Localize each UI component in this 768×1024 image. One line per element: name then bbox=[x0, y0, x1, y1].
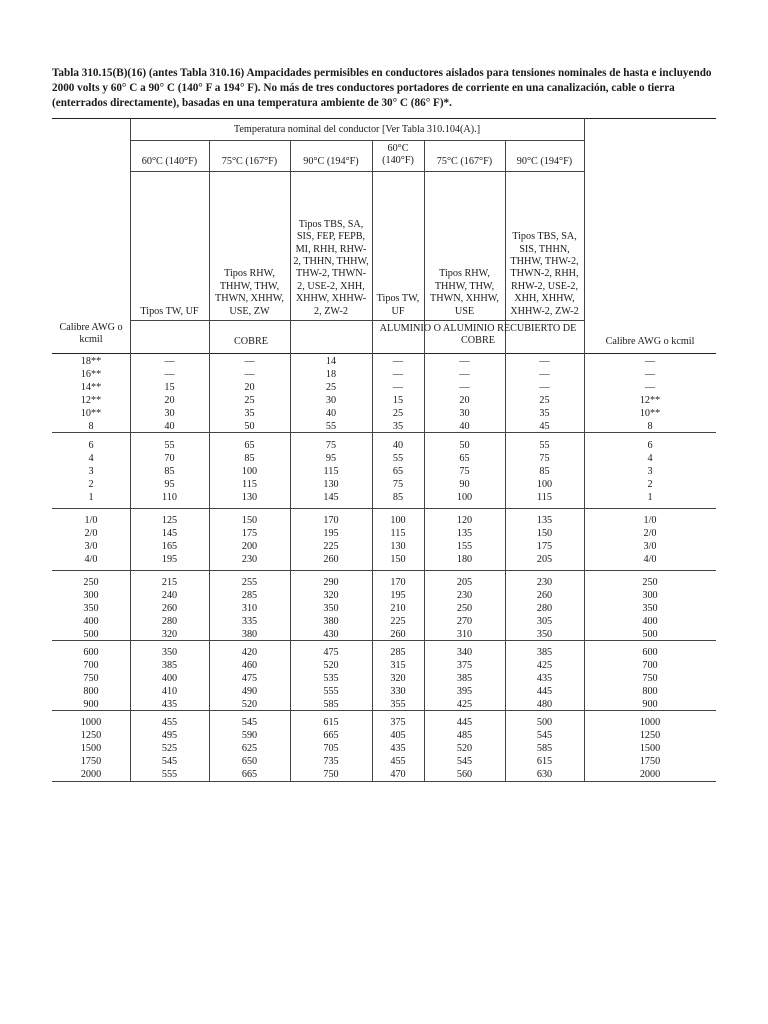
table-cell: 4 bbox=[647, 452, 653, 464]
table-cell: 300 bbox=[83, 589, 99, 601]
table-cell: 520 bbox=[323, 659, 339, 671]
table-cell: 255 bbox=[241, 577, 258, 588]
table-cell: 470 bbox=[390, 768, 406, 780]
table-cell: 15 bbox=[392, 394, 404, 406]
table-cell: 705 bbox=[323, 742, 339, 754]
table-cell: 405 bbox=[390, 729, 406, 741]
types-row-rule bbox=[130, 320, 584, 321]
table-cell: 3/0 bbox=[643, 540, 657, 552]
table-cell: 95 bbox=[325, 452, 337, 464]
table-cell: 435 bbox=[536, 672, 553, 684]
table-cell: 130 bbox=[390, 540, 406, 552]
table-cell: 55 bbox=[164, 440, 175, 451]
table-cell: 25 bbox=[392, 407, 404, 419]
table-cell: 215 bbox=[161, 577, 178, 588]
table-cell: 150 bbox=[241, 515, 258, 526]
table-cell: 30 bbox=[164, 407, 175, 419]
table-cell: 590 bbox=[241, 729, 258, 741]
table-cell: — bbox=[644, 356, 656, 367]
table-cell: 800 bbox=[642, 685, 658, 697]
table-cell: 115 bbox=[242, 478, 257, 490]
table-cell: 16** bbox=[80, 368, 102, 380]
table-cell: 3 bbox=[88, 465, 94, 477]
table-cell: 615 bbox=[323, 717, 339, 728]
table-cell: 280 bbox=[536, 602, 553, 614]
table-cell: 260 bbox=[161, 602, 178, 614]
table-cell: 6 bbox=[88, 440, 94, 451]
table-cell: 380 bbox=[323, 615, 339, 627]
table-cell: 270 bbox=[456, 615, 473, 627]
table-cell: — bbox=[644, 368, 656, 380]
table-cell: 285 bbox=[390, 647, 406, 658]
table-cell: 350 bbox=[642, 602, 658, 614]
table-cell: 455 bbox=[390, 755, 406, 767]
table-cell: 650 bbox=[241, 755, 258, 767]
table-cell: 1 bbox=[88, 491, 94, 503]
table-cell: 2000 bbox=[639, 768, 661, 780]
table-cell: 75 bbox=[325, 440, 337, 451]
table-cell: 180 bbox=[456, 553, 473, 565]
table-cell: 700 bbox=[642, 659, 658, 671]
temp-title: Temperatura nominal del conductor [Ver Tabla 310.104(A).] bbox=[233, 124, 481, 135]
table-cell: 30 bbox=[325, 394, 337, 406]
table-cell: 430 bbox=[323, 628, 339, 640]
table-cell: 350 bbox=[536, 628, 553, 640]
table-cell: 115 bbox=[390, 527, 406, 539]
table-cell: 65 bbox=[459, 452, 470, 464]
table-cell: 665 bbox=[241, 768, 258, 780]
table-cell: 35 bbox=[244, 407, 255, 419]
temp-row-rule bbox=[130, 171, 584, 172]
table-cell: 410 bbox=[161, 685, 178, 697]
temp-header-3: 60°C (140°F) bbox=[382, 143, 414, 167]
table-cell: — bbox=[539, 368, 550, 380]
group-rule-2 bbox=[52, 570, 716, 571]
table-cell: 420 bbox=[241, 647, 258, 658]
types-header-4: Tipos RHW, THHW, THW, THWN, XHHW, USE bbox=[430, 268, 499, 317]
table-cell: 4 bbox=[88, 452, 94, 464]
table-cell: 155 bbox=[456, 540, 473, 552]
table-cell: 750 bbox=[83, 672, 99, 684]
table-cell: 500 bbox=[642, 628, 658, 640]
table-cell: 20 bbox=[459, 394, 470, 406]
table-cell: 310 bbox=[241, 602, 258, 614]
table-cell: 45 bbox=[539, 420, 550, 432]
table-cell: 90 bbox=[459, 478, 470, 490]
table-cell: 10** bbox=[80, 407, 102, 419]
table-cell: 1250 bbox=[639, 729, 661, 741]
table-cell: 485 bbox=[456, 729, 473, 741]
table-cell: 15 bbox=[164, 381, 175, 393]
table-cell: 320 bbox=[161, 628, 178, 640]
table-cell: 2000 bbox=[80, 768, 102, 780]
table-cell: 340 bbox=[456, 647, 473, 658]
table-cell: 315 bbox=[390, 659, 406, 671]
table-cell: 350 bbox=[161, 647, 178, 658]
table-cell: 85 bbox=[244, 452, 255, 464]
table-cell: — bbox=[164, 368, 175, 380]
table-cell: 225 bbox=[323, 540, 339, 552]
table-cell: 385 bbox=[536, 647, 553, 658]
table-cell: 545 bbox=[456, 755, 473, 767]
left-size-label: Calibre AWG o kcmil bbox=[59, 322, 123, 346]
table-cell: 280 bbox=[161, 615, 178, 627]
table-cell: 4/0 bbox=[643, 553, 657, 565]
table-cell: 1 bbox=[647, 491, 653, 503]
table-cell: 12** bbox=[639, 394, 661, 406]
table-cell: 20 bbox=[164, 394, 175, 406]
table-cell: — bbox=[644, 381, 656, 393]
table-cell: — bbox=[164, 356, 175, 367]
table-cell: 395 bbox=[456, 685, 473, 697]
table-cell: 495 bbox=[161, 729, 178, 741]
table-cell: 195 bbox=[161, 553, 178, 565]
table-cell: 35 bbox=[539, 407, 550, 419]
table-cell: 230 bbox=[241, 553, 258, 565]
table-cell: 585 bbox=[536, 742, 553, 754]
temp-header-4: 75°C (167°F) bbox=[436, 156, 493, 167]
table-cell: 75 bbox=[392, 478, 404, 490]
table-cell: 40 bbox=[325, 407, 337, 419]
table-cell: 735 bbox=[323, 755, 339, 767]
table-cell: 525 bbox=[161, 742, 178, 754]
table-cell: 560 bbox=[456, 768, 473, 780]
table-cell: 555 bbox=[161, 768, 178, 780]
table-cell: — bbox=[392, 368, 404, 380]
table-cell: 25 bbox=[244, 394, 255, 406]
table-cell: 250 bbox=[642, 577, 658, 588]
table-cell: 490 bbox=[241, 685, 258, 697]
table-cell: 210 bbox=[390, 602, 406, 614]
table-cell: — bbox=[244, 368, 255, 380]
table-cell: 205 bbox=[456, 577, 473, 588]
table-cell: 625 bbox=[241, 742, 258, 754]
table-cell: 85 bbox=[164, 465, 175, 477]
table-cell: 335 bbox=[241, 615, 258, 627]
table-cell: 400 bbox=[83, 615, 99, 627]
table-cell: 435 bbox=[161, 698, 178, 710]
table-cell: — bbox=[459, 368, 470, 380]
table-cell: 4/0 bbox=[84, 553, 98, 565]
table-cell: 555 bbox=[323, 685, 339, 697]
table-cell: 350 bbox=[323, 602, 339, 614]
table-cell: 175 bbox=[241, 527, 258, 539]
table-cell: 1750 bbox=[639, 755, 661, 767]
table-cell: 600 bbox=[642, 647, 658, 658]
table-cell: 85 bbox=[539, 465, 550, 477]
table-cell: 1/0 bbox=[643, 515, 657, 526]
table-cell: 305 bbox=[536, 615, 553, 627]
table-cell: 65 bbox=[392, 465, 404, 477]
table-cell: 435 bbox=[390, 742, 406, 754]
aluminum-label: ALUMINIO O ALUMINIO RECUBIERTO DE COBRE bbox=[379, 323, 577, 347]
table-cell: 460 bbox=[241, 659, 258, 671]
table-cell: 8 bbox=[88, 420, 94, 432]
table-cell: 520 bbox=[456, 742, 473, 754]
table-cell: 40 bbox=[459, 420, 470, 432]
table-cell: 225 bbox=[390, 615, 406, 627]
table-cell: 25 bbox=[325, 381, 337, 393]
table-cell: 2/0 bbox=[84, 527, 98, 539]
table-cell: 145 bbox=[161, 527, 178, 539]
table-top-rule bbox=[52, 118, 716, 119]
table-cell: 700 bbox=[83, 659, 99, 671]
table-cell: 800 bbox=[83, 685, 99, 697]
table-cell: 18 bbox=[325, 368, 337, 380]
table-cell: 110 bbox=[162, 491, 177, 503]
table-cell: — bbox=[392, 356, 404, 367]
table-cell: 630 bbox=[536, 768, 553, 780]
types-header-0: Tipos TW, UF bbox=[140, 305, 199, 317]
table-cell: 10** bbox=[639, 407, 661, 419]
table-cell: 2/0 bbox=[643, 527, 657, 539]
table-cell: 195 bbox=[323, 527, 339, 539]
table-cell: 1750 bbox=[80, 755, 102, 767]
table-cell: 375 bbox=[456, 659, 473, 671]
table-caption: Tabla 310.15(B)(16) (antes Tabla 310.16) Ampacidades permisibles en conductores aislados para tensiones nominales de hasta e incluyendo 2000 volts y 60° C a 90° C (140° F a 194° F). No más de tres conductores portadores de corriente en una canalización, cable o tierra (enterrados directamente), basadas en una temperatura ambiente de 30° C (86° F)*. bbox=[52, 67, 712, 110]
table-cell: 500 bbox=[83, 628, 99, 640]
table-cell: 260 bbox=[536, 589, 553, 601]
right-size-label: Calibre AWG o kcmil bbox=[605, 336, 695, 347]
table-cell: 205 bbox=[536, 553, 553, 565]
table-cell: 50 bbox=[459, 440, 470, 451]
table-cell: 1000 bbox=[639, 717, 661, 728]
table-cell: 320 bbox=[323, 589, 339, 601]
table-cell: — bbox=[459, 381, 470, 393]
table-cell: 2 bbox=[647, 478, 653, 490]
table-cell: 65 bbox=[244, 440, 255, 451]
table-cell: 170 bbox=[323, 515, 339, 526]
table-cell: 195 bbox=[390, 589, 406, 601]
table-cell: 425 bbox=[536, 659, 553, 671]
table-cell: 615 bbox=[536, 755, 553, 767]
table-cell: 3 bbox=[647, 465, 653, 477]
table-cell: 150 bbox=[536, 527, 553, 539]
table-cell: 260 bbox=[390, 628, 406, 640]
table-cell: 175 bbox=[536, 540, 553, 552]
table-cell: 125 bbox=[161, 515, 178, 526]
temp-header-5: 90°C (194°F) bbox=[516, 156, 573, 167]
table-cell: 425 bbox=[456, 698, 473, 710]
table-cell: 100 bbox=[536, 478, 553, 490]
table-cell: 240 bbox=[161, 589, 178, 601]
temp-header-2: 90°C (194°F) bbox=[303, 156, 359, 167]
table-cell: 320 bbox=[390, 672, 406, 684]
table-cell: 480 bbox=[536, 698, 553, 710]
table-cell: 2 bbox=[88, 478, 94, 490]
types-header-2: Tipos TBS, SA, SIS, FEP, FEPB, MI, RHH, RHW-2, THHN, THHW, THW-2, THWN-2, USE-2, XHH, XHHW, XHHW-2, ZW-2 bbox=[293, 218, 369, 317]
table-cell: 135 bbox=[456, 527, 473, 539]
temp-header-1: 75°C (167°F) bbox=[221, 156, 278, 167]
table-cell: 3/0 bbox=[84, 540, 98, 552]
table-cell: 500 bbox=[536, 717, 553, 728]
table-cell: 115 bbox=[323, 465, 339, 477]
table-cell: 100 bbox=[241, 465, 258, 477]
table-cell: 1500 bbox=[80, 742, 102, 754]
table-cell: 85 bbox=[392, 491, 404, 503]
table-cell: 12** bbox=[80, 394, 102, 406]
table-cell: 6 bbox=[647, 440, 653, 451]
table-cell: 445 bbox=[456, 717, 473, 728]
table-cell: 475 bbox=[323, 647, 339, 658]
table-cell: 75 bbox=[539, 452, 550, 464]
table-cell: 70 bbox=[164, 452, 175, 464]
table-cell: 30 bbox=[459, 407, 470, 419]
table-cell: 230 bbox=[456, 589, 473, 601]
table-cell: 285 bbox=[241, 589, 258, 601]
table-cell: 250 bbox=[83, 577, 99, 588]
table-cell: 14** bbox=[80, 381, 102, 393]
table-cell: 115 bbox=[537, 491, 552, 503]
table-cell: 260 bbox=[323, 553, 339, 565]
table-cell: 545 bbox=[241, 717, 258, 728]
table-cell: — bbox=[392, 381, 404, 393]
table-cell: 380 bbox=[241, 628, 258, 640]
table-cell: 545 bbox=[161, 755, 178, 767]
copper-label: COBRE bbox=[234, 336, 268, 347]
table-cell: 75 bbox=[459, 465, 470, 477]
table-cell: 300 bbox=[642, 589, 658, 601]
table-cell: 520 bbox=[241, 698, 258, 710]
table-cell: 170 bbox=[390, 577, 406, 588]
table-cell: — bbox=[244, 356, 255, 367]
table-cell: 355 bbox=[390, 698, 406, 710]
table-cell: 1/0 bbox=[84, 515, 98, 526]
table-cell: 665 bbox=[323, 729, 339, 741]
header-bottom-rule bbox=[52, 353, 716, 354]
table-cell: 18** bbox=[80, 356, 102, 367]
table-cell: 130 bbox=[241, 491, 258, 503]
table-cell: 475 bbox=[241, 672, 258, 684]
table-cell: 100 bbox=[390, 515, 406, 526]
table-cell: 120 bbox=[456, 515, 473, 526]
types-header-5: Tipos TBS, SA, SIS, THHN, THHW, THW-2, THWN-2, RHH, RHW-2, USE-2, XHH, XHHW, XHHW-2, ZW-2 bbox=[510, 231, 579, 317]
table-cell: 250 bbox=[456, 602, 473, 614]
table-cell: 750 bbox=[323, 768, 339, 780]
table-cell: 600 bbox=[83, 647, 99, 658]
table-cell: 1000 bbox=[80, 717, 102, 728]
table-cell: 900 bbox=[642, 698, 658, 710]
temp-header-0: 60°C (140°F) bbox=[141, 156, 198, 167]
table-cell: 100 bbox=[456, 491, 473, 503]
table-cell: 165 bbox=[161, 540, 178, 552]
table-cell: 145 bbox=[323, 491, 339, 503]
table-cell: 1500 bbox=[639, 742, 661, 754]
table-cell: 8 bbox=[647, 420, 653, 432]
table-cell: 455 bbox=[161, 717, 178, 728]
table-cell: — bbox=[539, 381, 550, 393]
table-cell: 290 bbox=[323, 577, 339, 588]
types-header-3: Tipos TW, UF bbox=[376, 293, 420, 317]
table-cell: 35 bbox=[392, 420, 404, 432]
table-cell: — bbox=[459, 356, 470, 367]
table-cell: 545 bbox=[536, 729, 553, 741]
table-cell: 330 bbox=[390, 685, 406, 697]
table-cell: 750 bbox=[642, 672, 658, 684]
table-cell: — bbox=[539, 356, 550, 367]
table-cell: 900 bbox=[83, 698, 99, 710]
table-cell: 445 bbox=[536, 685, 553, 697]
table-cell: 400 bbox=[161, 672, 178, 684]
table-cell: 135 bbox=[536, 515, 553, 526]
table-cell: 350 bbox=[83, 602, 99, 614]
table-cell: 50 bbox=[244, 420, 255, 432]
table-cell: 585 bbox=[323, 698, 339, 710]
table-cell: 55 bbox=[392, 452, 404, 464]
table-cell: 385 bbox=[161, 659, 178, 671]
types-header-1: Tipos RHW, THHW, THW, THWN, XHHW, USE, ZW bbox=[215, 268, 284, 317]
table-cell: 230 bbox=[536, 577, 553, 588]
table-cell: 130 bbox=[323, 478, 339, 490]
table-cell: 150 bbox=[390, 553, 406, 565]
table-cell: 375 bbox=[390, 717, 406, 728]
group-rule-1 bbox=[52, 508, 716, 509]
table-cell: 40 bbox=[164, 420, 175, 432]
table-cell: 25 bbox=[539, 394, 550, 406]
table-cell: 95 bbox=[164, 478, 175, 490]
table-cell: 20 bbox=[244, 381, 255, 393]
table-cell: 310 bbox=[456, 628, 473, 640]
table-cell: 385 bbox=[456, 672, 473, 684]
table-cell: 55 bbox=[539, 440, 550, 451]
table-cell: 400 bbox=[642, 615, 658, 627]
table-cell: 40 bbox=[392, 440, 404, 451]
table-cell: 1250 bbox=[80, 729, 102, 741]
table-cell: 14 bbox=[325, 356, 337, 367]
temp-title-rule bbox=[130, 140, 584, 141]
table-cell: 535 bbox=[323, 672, 339, 684]
table-cell: 55 bbox=[325, 420, 337, 432]
table-cell: 200 bbox=[241, 540, 258, 552]
